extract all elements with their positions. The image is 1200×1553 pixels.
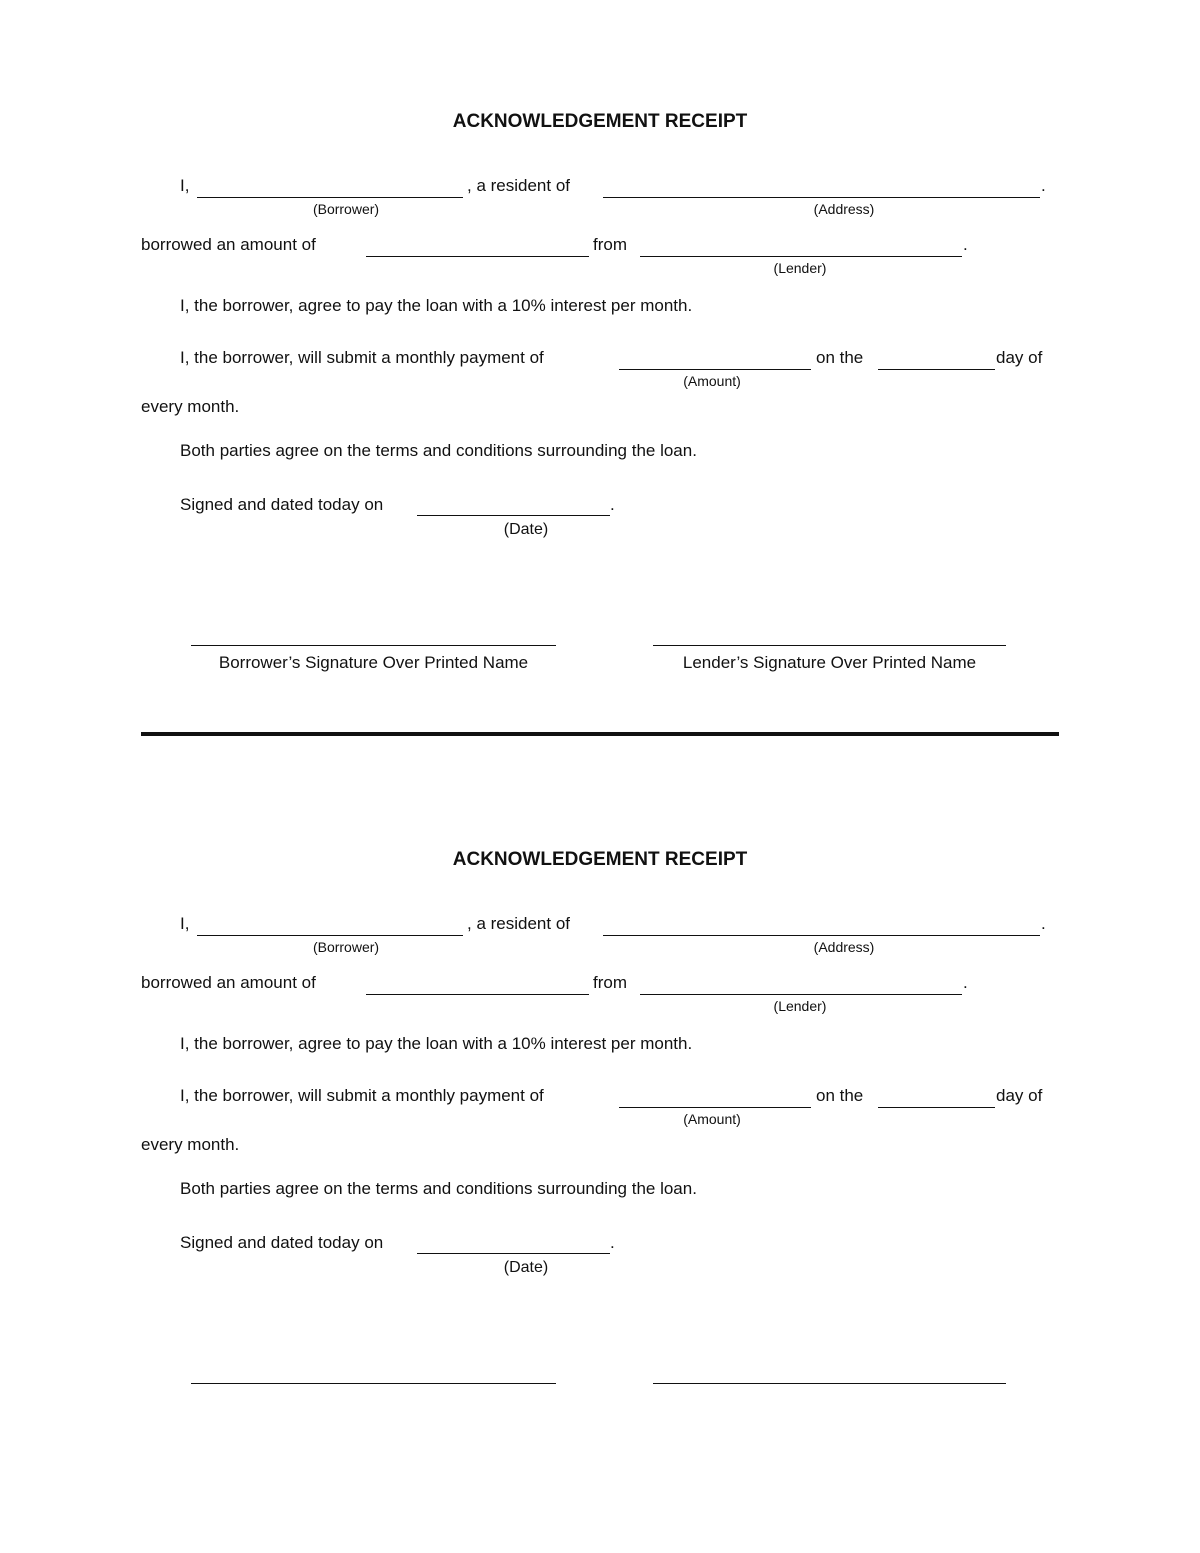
- date-caption: (Date): [503, 1259, 549, 1276]
- signed-prefix: Signed and dated today on: [180, 495, 384, 514]
- payment-on-the: on the: [816, 348, 864, 367]
- payment-day-field[interactable]: [878, 1107, 995, 1108]
- borrower-signature-line[interactable]: [191, 1383, 556, 1384]
- line1-period: .: [1041, 176, 1046, 195]
- line2-prefix: borrowed an amount of: [141, 235, 316, 254]
- interest-statement: I, the borrower, agree to pay the loan with a 10% interest per month.: [180, 296, 693, 315]
- borrower-signature-line[interactable]: [191, 645, 556, 646]
- payment-prefix: I, the borrower, will submit a monthly payment of: [180, 348, 544, 367]
- lender-caption: (Lender): [773, 260, 827, 276]
- borrower-caption: (Borrower): [312, 201, 380, 217]
- borrower-signature-label: Borrower’s Signature Over Printed Name: [218, 653, 529, 672]
- line1-period: .: [1041, 914, 1046, 933]
- borrower-caption: (Borrower): [312, 939, 380, 955]
- payment-on-the: on the: [816, 1086, 864, 1105]
- address-field[interactable]: [603, 935, 1040, 936]
- line1-resident-text: , a resident of: [467, 914, 571, 933]
- lender-signature-line[interactable]: [653, 645, 1006, 646]
- line1-prefix: I,: [180, 176, 190, 195]
- amount-caption: (Amount): [683, 1111, 741, 1127]
- lender-signature-label: Lender’s Signature Over Printed Name: [682, 653, 977, 672]
- lender-name-field[interactable]: [640, 994, 962, 995]
- amount-caption: (Amount): [683, 373, 741, 389]
- loan-amount-field[interactable]: [366, 994, 589, 995]
- borrower-name-field[interactable]: [197, 197, 463, 198]
- agreement-statement: Both parties agree on the terms and conditions surrounding the loan.: [180, 441, 697, 460]
- line2-period: .: [963, 235, 968, 254]
- monthly-amount-field[interactable]: [619, 369, 811, 370]
- receipt-title: ACKNOWLEDGEMENT RECEIPT: [452, 849, 748, 870]
- payment-day-of: day of: [996, 1086, 1043, 1105]
- date-caption: (Date): [503, 521, 549, 538]
- borrower-name-field[interactable]: [197, 935, 463, 936]
- payment-day-of: day of: [996, 348, 1043, 367]
- address-field[interactable]: [603, 197, 1040, 198]
- line1-prefix: I,: [180, 914, 190, 933]
- lender-name-field[interactable]: [640, 256, 962, 257]
- receipt-1: [0, 0, 1200, 700]
- line2-from: from: [593, 973, 627, 992]
- line2-prefix: borrowed an amount of: [141, 973, 316, 992]
- date-field[interactable]: [417, 1253, 610, 1254]
- lender-signature-line[interactable]: [653, 1383, 1006, 1384]
- signed-prefix: Signed and dated today on: [180, 1233, 384, 1252]
- section-divider: [141, 732, 1059, 736]
- payment-continuation: every month.: [141, 397, 240, 416]
- monthly-amount-field[interactable]: [619, 1107, 811, 1108]
- line1-resident-text: , a resident of: [467, 176, 571, 195]
- address-caption: (Address): [813, 201, 875, 217]
- signed-period: .: [610, 1233, 615, 1252]
- lender-caption: (Lender): [773, 998, 827, 1014]
- line2-from: from: [593, 235, 627, 254]
- date-field[interactable]: [417, 515, 610, 516]
- receipt-title: ACKNOWLEDGEMENT RECEIPT: [452, 111, 748, 132]
- signed-period: .: [610, 495, 615, 514]
- loan-amount-field[interactable]: [366, 256, 589, 257]
- payment-continuation: every month.: [141, 1135, 240, 1154]
- line2-period: .: [963, 973, 968, 992]
- receipt-2: [0, 738, 1200, 1438]
- payment-prefix: I, the borrower, will submit a monthly payment of: [180, 1086, 544, 1105]
- interest-statement: I, the borrower, agree to pay the loan with a 10% interest per month.: [180, 1034, 693, 1053]
- address-caption: (Address): [813, 939, 875, 955]
- agreement-statement: Both parties agree on the terms and conditions surrounding the loan.: [180, 1179, 697, 1198]
- payment-day-field[interactable]: [878, 369, 995, 370]
